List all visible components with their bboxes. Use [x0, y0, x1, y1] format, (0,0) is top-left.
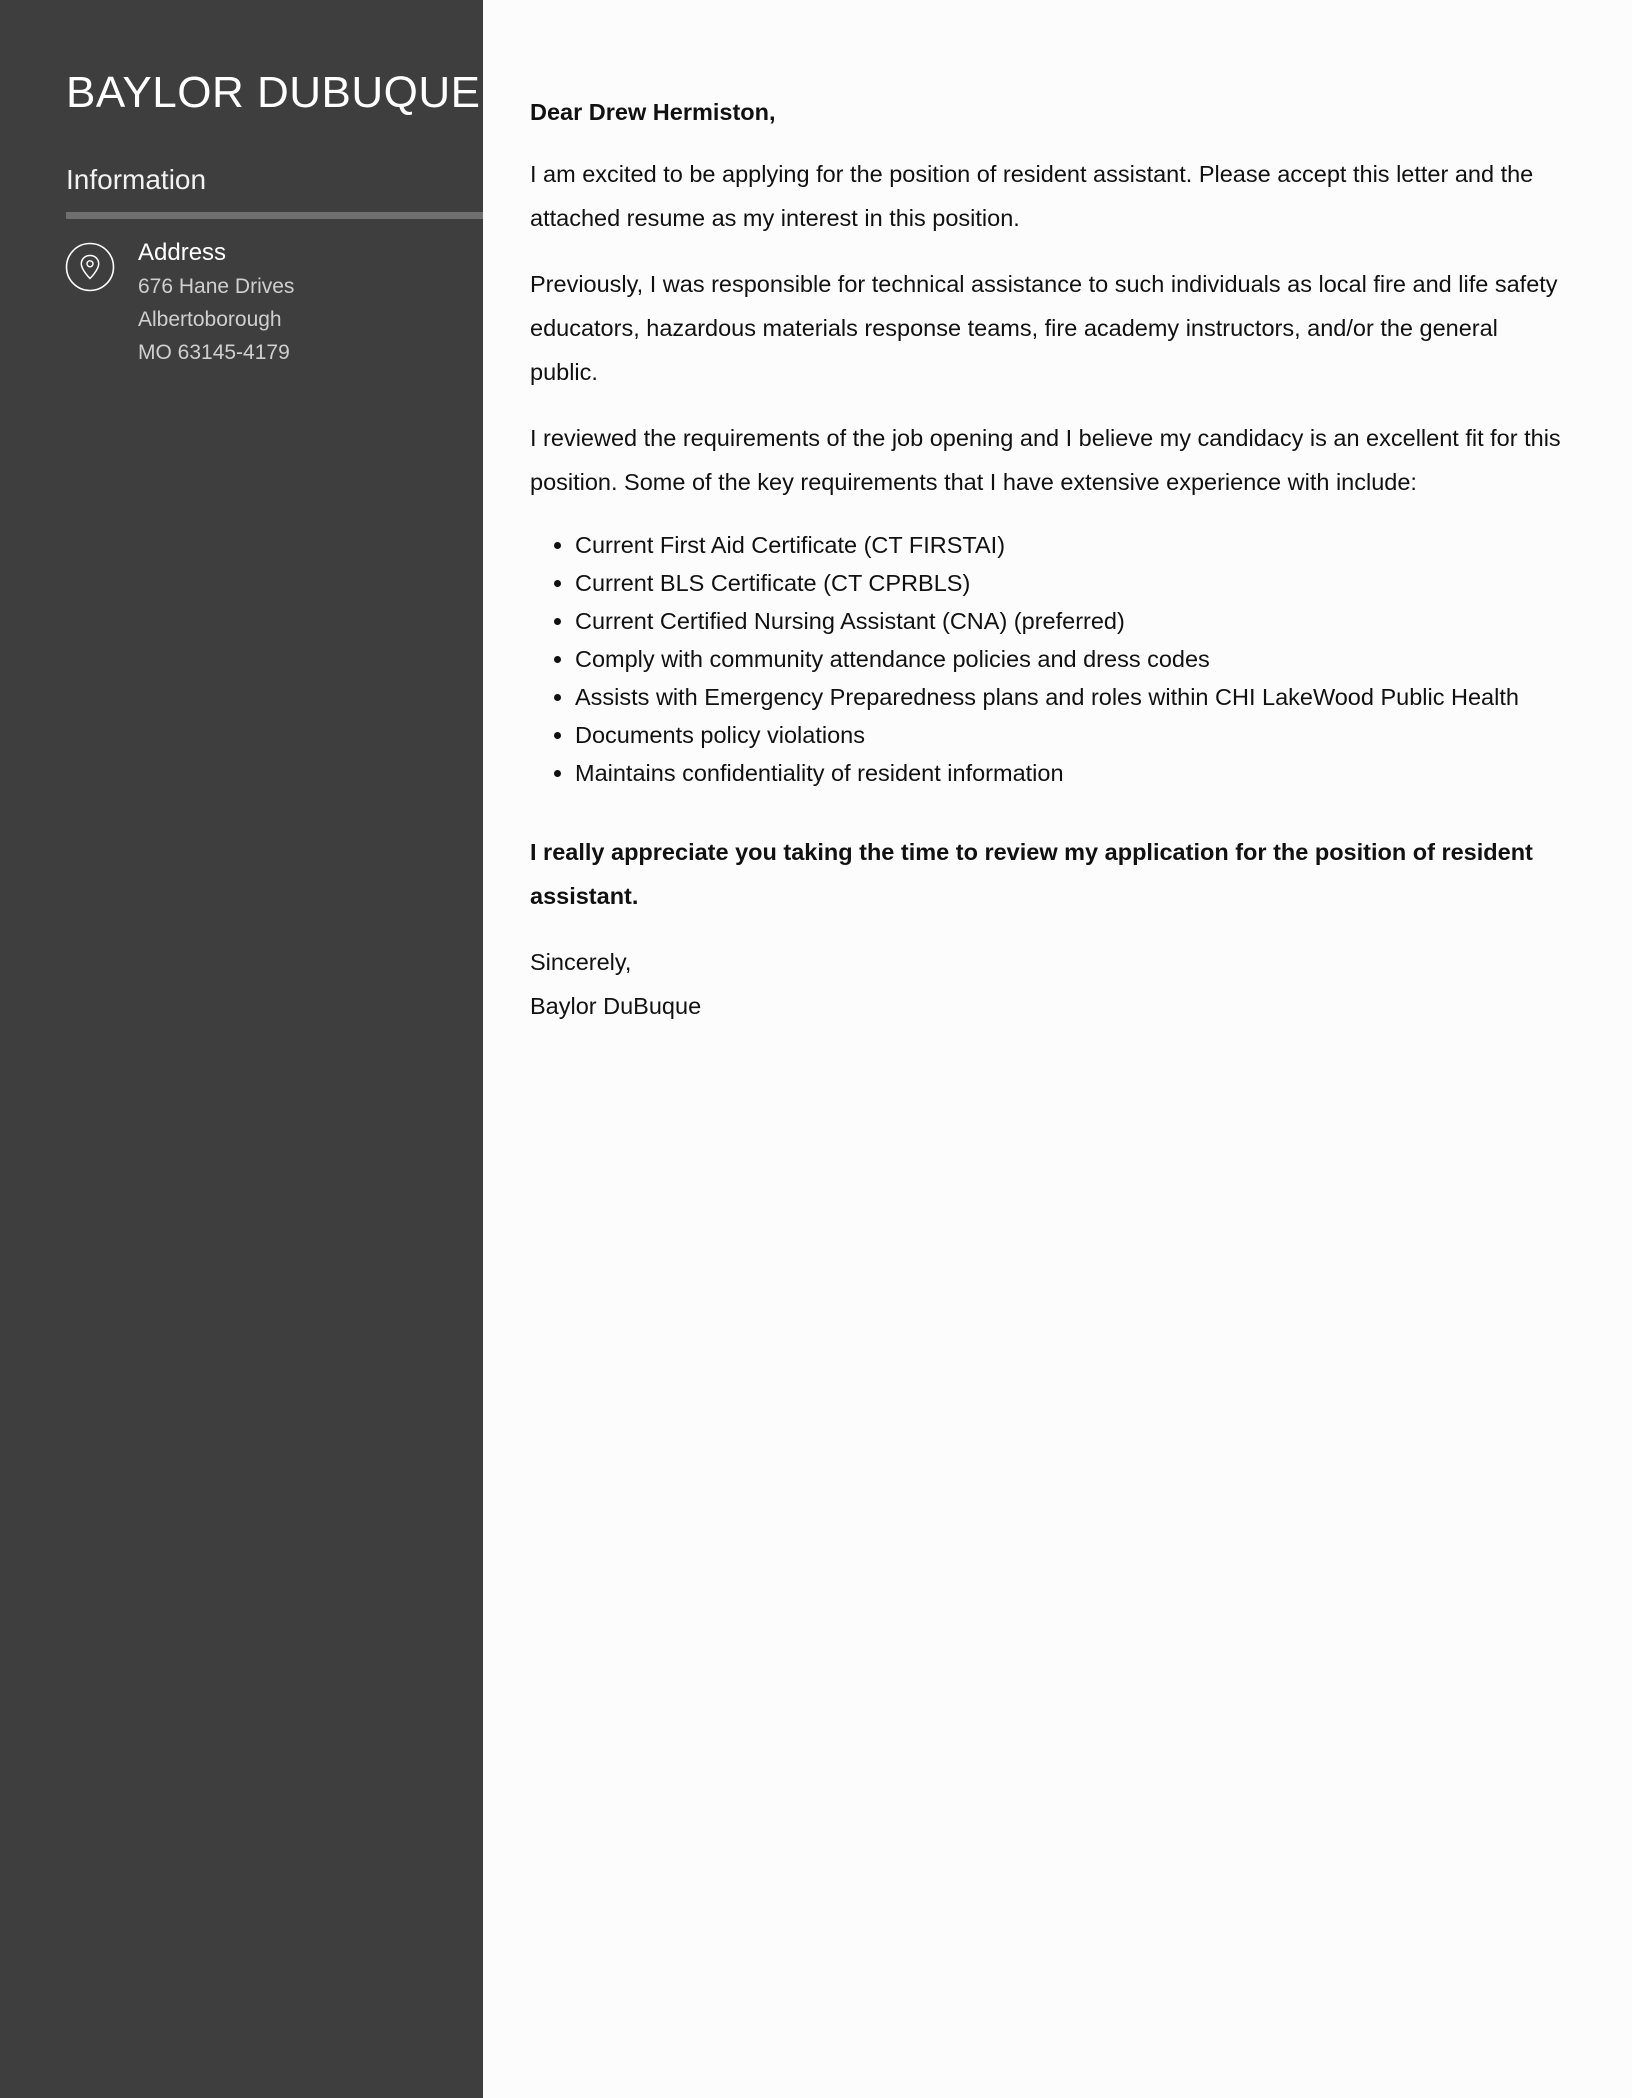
address-line-3: MO 63145-4179 [138, 341, 290, 364]
paragraph-experience: Previously, I was responsible for technical assistance to such individuals as local fire and life safety educators, hazardous materials response teams, fire academy instructors, and/or the general public. [530, 271, 1558, 385]
section-divider [66, 212, 483, 219]
list-item: • Documents policy violations [575, 716, 1562, 754]
list-item: • Comply with community attendance policies and dress codes [575, 640, 1562, 678]
list-item: • Assists with Emergency Preparedness plans and roles within CHI LakeWood Public Health [575, 678, 1562, 716]
list-item: • Current Certified Nursing Assistant (CNA) (preferred) [575, 602, 1562, 640]
letter-body [483, 0, 1632, 2098]
paragraph-requirements: I reviewed the requirements of the job opening and I believe my candidacy is an excellent fit for this position. Some of the key requirements that I have extensive experience with include: [530, 425, 1561, 495]
address-line-1: 676 Hane Drives [138, 275, 295, 298]
paragraph-intro: I am excited to be applying for the position of resident assistant. Please accept this letter and the attached resume as my interest in this position. [530, 161, 1534, 231]
address-block [138, 238, 294, 369]
greeting: Dear Drew Hermiston, [530, 99, 776, 125]
requirements-list [530, 526, 1562, 792]
list-item: • Maintains confidentiality of resident information [575, 754, 1562, 792]
list-item: • Current BLS Certificate (CT CPRBLS) [575, 564, 1562, 602]
signature-name: Baylor DuBuque [530, 993, 702, 1019]
list-item: • Current First Aid Certificate (CT FIRSTAI) [575, 526, 1562, 564]
location-pin-icon [65, 242, 115, 292]
signoff: Sincerely, [530, 949, 632, 975]
applicant-name: BAYLOR DUBUQUE [66, 68, 481, 117]
closing-statement: I really appreciate you taking the time to review my application for the position of resident assistant. [530, 839, 1533, 909]
address-label: Address [138, 239, 227, 266]
address-line-2: Albertoborough [138, 308, 282, 331]
sidebar [0, 0, 483, 2098]
information-heading: Information [66, 164, 207, 195]
